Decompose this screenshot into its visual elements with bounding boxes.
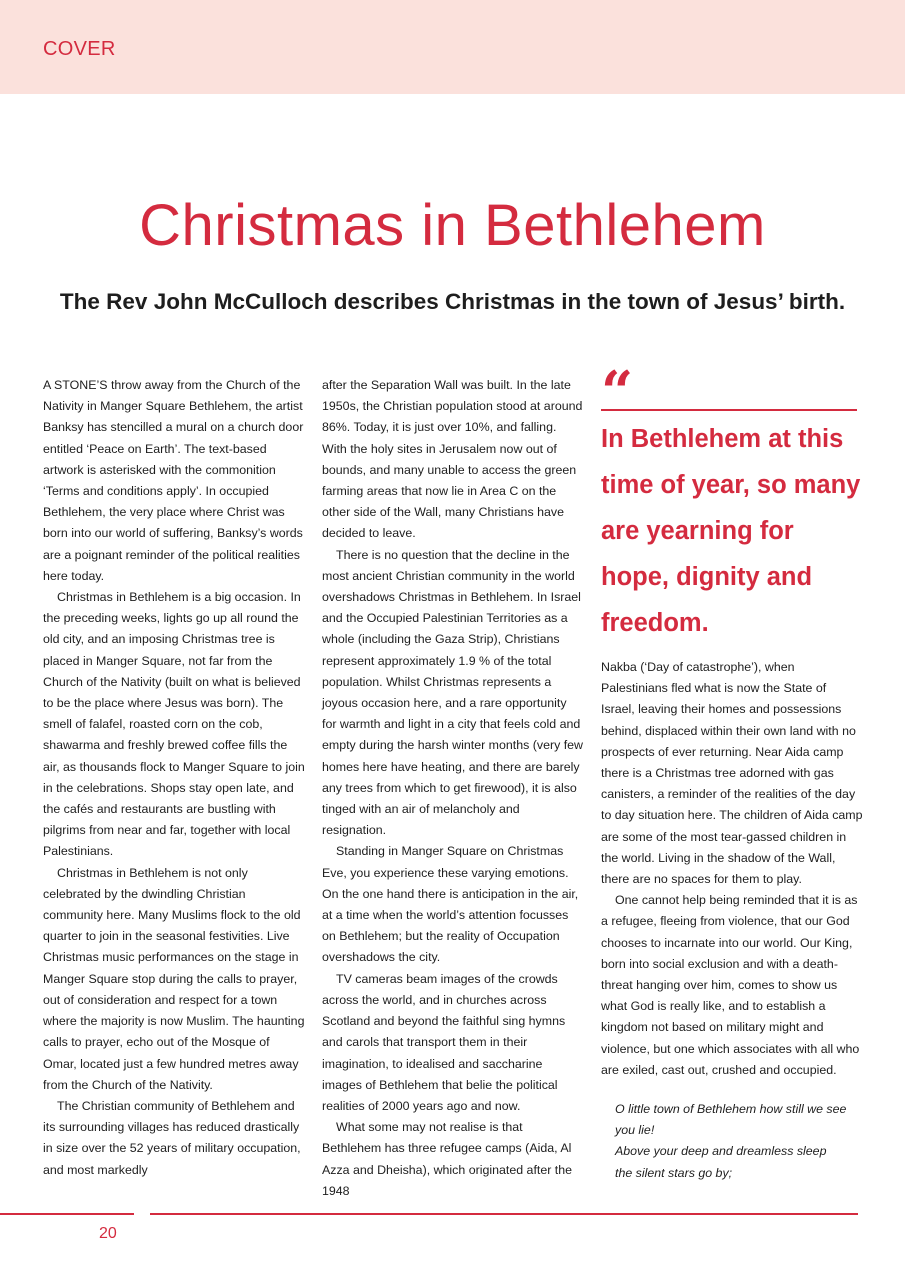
poem-line: O little town of Bethlehem how still we see — [615, 1102, 847, 1116]
footer-rule-left — [0, 1213, 134, 1215]
quote-mark-icon: “ — [601, 364, 634, 400]
paragraph: Standing in Manger Square on Christmas Eve, you experience these varying emotions. On the one hand there is anticipation in the air, at a time when the world’s attention focusses on Bethlehem; but the reality of Occupation overshadows the city. — [322, 844, 579, 965]
paragraph: What some may not realise is that Bethlehem has three refugee camps (Aida, Al Azza and Dheisha), which originated after the 1948 — [322, 1120, 573, 1198]
paragraph: after the Separation Wall was built. In the late 1950s, the Christian population stood at around 86%. Today, it is just over 10%, and falling. With the holy sites in Jerusalem now out of bounds, and many unable to access the green farming areas that now lie in Area C on the other side of the Wall, many Christians have decided to leave. — [322, 378, 583, 541]
paragraph: One cannot help being reminded that it is as a refugee, fleeing from violence, that our God chooses to incarnate into our world. Our King, born into social exclusion and with a death-threat hanging over him, comes to show us what God is really like, and to establish a kingdom not based on military might and violence, but one which associates with all who are exiled, cast out, crushed and occupied. — [601, 893, 860, 1077]
poem-line: you lie! — [615, 1123, 655, 1138]
article-title: Christmas in Bethlehem — [139, 193, 766, 258]
paragraph: A STONE’S throw away from the Church of the Nativity in Manger Square Bethlehem, the artist Banksy has stencilled a mural on a church door entitled ‘Peace on Earth’. The text-based artwork is asterisked with the commonition ‘Terms and conditions apply’. In occupied Bethlehem, the very place where Christ was born into our world of suffering, Banksy’s words are a poignant reminder of the political realities here today. — [43, 378, 304, 583]
paragraph: Christmas in Bethlehem is a big occasion. In the preceding weeks, lights go up all round the old city, and an imposing Christmas tree is placed in Manger Square, not far from the Church of the Nativity (built on what is believed to be the place where Jesus was born). The smell of falafel, roasted corn on the cob, shawarma and freshly brewed coffee fills the air, as thousands flock to Manger Square to join in the celebrations. Shops stay open late, and the cafés and restaurants are bustling with pilgrims from near and far, together with local Palestinians. — [43, 590, 305, 859]
section-banner — [0, 0, 905, 94]
paragraph: There is no question that the decline in the most ancient Christian community in the world overshadows Christmas in Bethlehem. In Israel and the Occupied Palestinian Territories as a whole (including the Gaza Strip), Christians represent approximately 1.9 % of the total population. Whilst Christmas represents a joyous occasion here, and a rare opportunity for warmth and light in a city that feels cold and empty during the harsh winter months (very few homes here have heating, and there are barely any trees from which to get firewood), it is also tinged with an air of melancholy and resignation. — [322, 547, 584, 838]
poem-line: Above your deep and dreamless sleep — [615, 1144, 827, 1159]
article-column-3 — [601, 657, 863, 1081]
pullquote-divider — [601, 409, 857, 411]
paragraph: Christmas in Bethlehem is not only celebrated by the dwindling Christian community here. Many Muslims flock to the old quarter to join in the seasonal festivities. Live Christmas music performances on the stage in Manger Square stop during the calls to prayer, out of consideration and respect for a town where the majority is now Muslim. The haunting calls to prayer, echo out of the Mosque of Omar, located just a few hundred metres away from the Church of the Nativity. — [43, 865, 305, 1092]
article-column-2 — [322, 375, 584, 1202]
poem-excerpt — [615, 1099, 865, 1184]
footer-rule-right — [150, 1213, 858, 1215]
paragraph: TV cameras beam images of the crowds across the world, and in churches across Scotland and beyond the faithful sing hymns and carols that transport them in their imagination, to idealised and saccharine images of Bethlehem that belie the political realities of 2000 years ago and now. — [322, 971, 566, 1113]
paragraph: The Christian community of Bethlehem and its surrounding villages has reduced drastically in size over the 52 years of military occupation, and most markedly — [43, 1098, 301, 1177]
poem-line: the silent stars go by; — [615, 1165, 733, 1180]
article-subtitle: The Rev John McCulloch describes Christmas in the town of Jesus’ birth. — [59, 289, 846, 314]
paragraph: Nakba (‘Day of catastrophe’), when Palestinians fled what is now the State of Israel, leaving their homes and possessions behind, displaced within their own land with no prospects of ever returning. Near Aida camp there is a Christmas tree adorned with gas canisters, a reminder of the realities of the day to day situation here. The children of Aida camp are some of the most tear-gassed children in the world. Living in the shadow of the Wall, there are no spaces for them to play. — [601, 660, 863, 887]
section-label: COVER — [43, 38, 116, 60]
page-number: 20 — [99, 1225, 117, 1242]
pullquote: In Bethlehem at this time of year, so many are yearning for hope, dignity and freedom. — [601, 425, 861, 637]
article-column-1 — [43, 375, 305, 1181]
